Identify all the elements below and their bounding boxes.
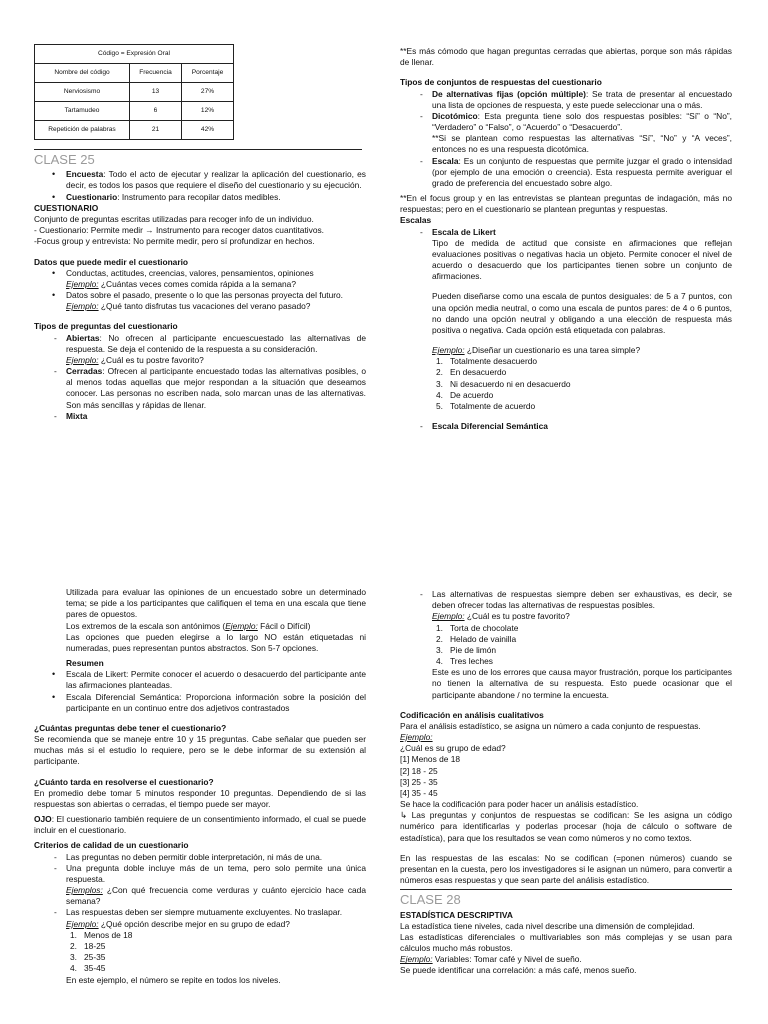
list-item: - Escala de Likert: [400, 227, 732, 238]
table-cell: 12%: [182, 102, 234, 121]
paragraph: OJO: El cuestionario también requiere de un consentimiento informado, el cual se puede incluir en el cuestionario.: [34, 814, 366, 836]
section-heading: Criterios de calidad de un cuestionario: [34, 840, 189, 851]
table-row: [35, 83, 234, 102]
list-item: 1. Torta de chocolate: [436, 622, 519, 633]
paragraph: ↳ Las preguntas y conjuntos de respuestas se codifican: Se les asigna un código numérico para identificarlas y poderlas procesar (hoja de cálculo o software de estadística), para que los resultados se vean como números y no como textos.: [400, 810, 732, 843]
list-item: - Las alternativas de respuestas siempre deben ser exhaustivas, es decir, se deben ofrecer todas las alternativas de respuestas posibles. Ejemplo: ¿Cuál es tu postre favorito?: [400, 589, 732, 623]
section-heading: Codificación en análisis cualitativos: [400, 709, 544, 720]
paragraph: Ejemplo: Variables: Tomar café y Nivel de sueño.: [400, 954, 582, 965]
list-item: 2. En desacuerdo: [436, 367, 507, 378]
section-heading: Resumen: [66, 658, 104, 669]
paragraph: Se puede identificar una correlación: a más café, menos sueño.: [400, 965, 637, 976]
table-header-row: [35, 64, 234, 83]
list-item: - Abiertas: No ofrecen al participante encuescuestado las alternativas de respuesta. Se deja el contenido de la respuesta a su consideración. Ejemplo: ¿Cuál es tu postre favorito?: [34, 333, 366, 367]
paragraph: ¿Cuál es su grupo de edad?: [400, 743, 506, 754]
table-cell: Tartamudeo: [35, 102, 130, 121]
table-header: Porcentaje: [182, 64, 234, 83]
section-heading: CUESTIONARIO: [34, 202, 99, 213]
paragraph: Las estadísticas diferenciales o multivariables son más complejas y se usan para cálculos mucho más robustos.: [400, 931, 732, 954]
table-cell: 27%: [182, 83, 234, 102]
table-cell: Nerviosismo: [35, 83, 130, 102]
paragraph: Conjunto de preguntas escritas utilizadas para recoger info de un individuo.: [34, 213, 314, 224]
list-item: 5. Totalmente de acuerdo: [436, 400, 536, 411]
list-item: [3] 25 - 35: [400, 776, 438, 787]
page1-left-column: [34, 44, 366, 422]
paragraph: Pueden diseñarse como una escala de puntos desiguales: de 5 a 7 puntos, con una opción media neutral, o como una escala de puntos pares: de 4 o 6 puntos, no dando una opción neutral y obligando a una elección de respuesta más positiva o negativa. Cada opción está etiquetada con palabras.: [432, 291, 732, 335]
list-item: 3. Pie de limón: [436, 644, 497, 655]
table-title: Código = Expresión Oral: [35, 45, 234, 64]
table-cell: 42%: [182, 121, 234, 140]
section-heading: ¿Cuántas preguntas debe tener el cuestionario?: [34, 722, 227, 733]
list-item: • Conductas, actitudes, creencias, valores, pensamientos, opiniones Ejemplo: ¿Cuántas veces comes comida rápida a la semana?: [34, 268, 366, 290]
list-item: 1. Menos de 18: [70, 929, 133, 940]
table-cell: 6: [129, 102, 181, 121]
list-item: 4. Tres leches: [436, 656, 493, 667]
section-heading: Tipos de preguntas del cuestionario: [34, 321, 178, 332]
list-item: 3. 25-35: [70, 952, 106, 963]
example: Ejemplo: ¿Diseñar un cuestionario es una tarea simple?: [432, 345, 641, 356]
list-item: - Cerradas: Ofrecen al participante encuestado todas las alternativas posibles, o al menos todas aquellas que mejor respondan a la situación que deseamos conocer. Las personas no escriben nada, solo marcan unas de las alternativas. Son más sencillas y rápidas de llenar.: [34, 366, 366, 411]
page2-right-column: [400, 589, 732, 977]
page2-left-column: [34, 587, 366, 986]
list-item: - Mixta: [34, 411, 366, 422]
list-item: 4. De acuerdo: [436, 389, 494, 400]
paragraph: Las opciones que pueden elegirse a lo largo NO están etiquetadas ni numeradas, pues representan puntos abstractos. Son 5-7 opciones.: [66, 631, 366, 653]
code-frequency-table: [34, 44, 234, 140]
table-title-row: [35, 45, 234, 64]
note: **Es más cómodo que hagan preguntas cerradas que abiertas, porque son más rápidas de llenar.: [400, 46, 732, 68]
paragraph: Se hace la codificación para poder hacer un análisis estadístico.: [400, 799, 639, 810]
list-item: [2] 18 - 25: [400, 765, 438, 776]
list-item: • Datos sobre el pasado, presente o lo que las personas proyecta del futuro. Ejemplo: ¿Qué tanto disfrutas tus vacaciones del verano pasado?: [34, 290, 366, 312]
list-item: 3. Ni desacuerdo ni en desacuerdo: [436, 378, 571, 389]
paragraph: En las respuestas de las escalas: No se codifican (=ponen números) cuando se presentan en la cuesta, pero los investigadores si le asignan un número, para convertir a números esas respuestas y que sean parte del análisis estadístico.: [400, 852, 732, 886]
paragraph: Para el análisis estadístico, se asigna un número a cada conjunto de respuestas.: [400, 720, 701, 731]
list-item: [4] 35 - 45: [400, 787, 438, 798]
paragraph: En promedio debe tomar 5 minutos responder 10 preguntas. Dependiendo de si las respuestas son abiertas o cerradas, el tiempo puede ser mayor.: [34, 787, 366, 809]
table-row: [35, 121, 234, 140]
list-item: 2. 18-25: [70, 940, 106, 951]
paragraph: Utilizada para evaluar las opiniones de un encuestado sobre un determinado tema; se pide a los participantes que califiquen el tema en una escala que tiene pares de opuestos.: [66, 587, 366, 620]
divider: [400, 889, 732, 890]
paragraph: Tipo de medida de actitud que consiste en afirmaciones que reflejan evaluaciones positivas o negativas hacia un objeto. Permite conocer el nivel de acuerdo o desacuerdo que los participantes tienen sobre un conjunto de afirmaciones.: [432, 237, 732, 282]
table-cell: 13: [129, 83, 181, 102]
list-item: 2. Helado de vainilla: [436, 633, 517, 644]
table-header: Nombre del código: [35, 64, 130, 83]
list-item: - Una pregunta doble incluye más de un tema, pero solo permite una única respuesta. Ejemplos: ¿Con qué frecuencia come verduras y cuánto ejercicio hace cada semana?: [34, 863, 366, 908]
list-item: - Las preguntas no deben permitir doble interpretación, ni más de una.: [34, 852, 366, 863]
section-heading: Escalas: [400, 215, 432, 226]
paragraph: En este ejemplo, el número se repite en todos los niveles.: [66, 974, 281, 985]
list-item: • Escala Diferencial Semántica: Proporciona información sobre la posición del participante en un continuo entre dos adjetivos contrastados: [34, 692, 366, 714]
list-item: - Las respuestas deben ser siempre mutuamente excluyentes. No traslapar. Ejemplo: ¿Qué opción describe mejor en su grupo de edad?: [34, 907, 366, 929]
list-item: - Escala Diferencial Semántica: [400, 421, 732, 432]
table-header: Frecuencia: [129, 64, 181, 83]
list-item: - Escala: Es un conjunto de respuestas que permite juzgar el grado o intensidad (por ejemplo de una emoción o creencia). Esta respuesta permite averiguar el grado de preferencia del encuestado sobre algo.: [400, 156, 732, 190]
list-item: • Cuestionario: Instrumento para recopilar datos medibles.: [34, 192, 366, 203]
class-heading: CLASE 28: [400, 892, 461, 908]
list-item: • Encuesta: Todo el acto de ejecutar y realizar la aplicación del cuestionario, es decir, es todos los pasos que requiere el diseño del cuestionario y su ejecución.: [34, 169, 366, 191]
section-heading: Tipos de conjuntos de respuestas del cuestionario: [400, 77, 602, 88]
table-cell: Repetición de palabras: [35, 121, 130, 140]
list-item: - De alternativas fijas (opción múltiple): Se trata de presentar al encuestado una lista de opciones de respuesta, y este puede seleccionar una o más.: [400, 89, 732, 111]
page1-right-column: [400, 46, 732, 432]
table-row: [35, 102, 234, 121]
paragraph: -Focus group y entrevista: No permite medir, pero sí profundizar en hechos.: [34, 236, 315, 247]
table-cell: 21: [129, 121, 181, 140]
paragraph: Se recomienda que se maneje entre 10 y 15 preguntas. Cabe señalar que pueden ser muchas más si el estudio lo requiere, pero se le debe informar de su extensión al participante.: [34, 734, 366, 767]
divider: [34, 149, 362, 150]
list-item: • Escala de Likert: Permite conocer el acuerdo o desacuerdo del participante ante las afirmaciones planteadas.: [34, 669, 366, 691]
section-heading: ESTADÍSTICA DESCRIPTIVA: [400, 909, 513, 920]
paragraph: - Cuestionario: Permite medir → Instrumento para recoger datos cuantitativos.: [34, 225, 324, 236]
class-heading: CLASE 25: [34, 152, 95, 167]
example-label: Ejemplo:: [400, 732, 433, 743]
paragraph: La estadística tiene niveles, cada nivel describe una dimensión de complejidad.: [400, 920, 695, 931]
paragraph: Los extremos de la escala son antónimos (Ejemplo: Fácil o Difícil): [66, 620, 311, 631]
note: **En el focus group y en las entrevistas se plantean preguntas de indagación, más no respuestas; pero en el cuestionario se plantean preguntas y respuestas.: [400, 193, 732, 215]
list-item: 1. Totalmente desacuerdo: [436, 356, 538, 367]
list-item: 4. 35-45: [70, 963, 106, 974]
list-item: [1] Menos de 18: [400, 754, 461, 765]
list-item: - Dicotómico: Esta pregunta tiene solo dos respuestas posibles: “Sí” o “No”, “Verdadero” o “Falso”, o “Acuerdo” o “Desacuerdo”. **Si se plantean como respuestas las alternativas “Sí”, “No” y “A veces”, entonces no es una respuesta dicotómica.: [400, 111, 732, 156]
section-heading: ¿Cuánto tarda en resolverse el cuestionario?: [34, 776, 214, 787]
paragraph: Este es uno de los errores que causa mayor frustración, porque los participantes no tienen la alternativa de su respuesta. Esto puede ocasionar que el participante abandone / no termine la encuesta.: [432, 667, 732, 700]
section-heading: Datos que puede medir el cuestionario: [34, 256, 189, 267]
